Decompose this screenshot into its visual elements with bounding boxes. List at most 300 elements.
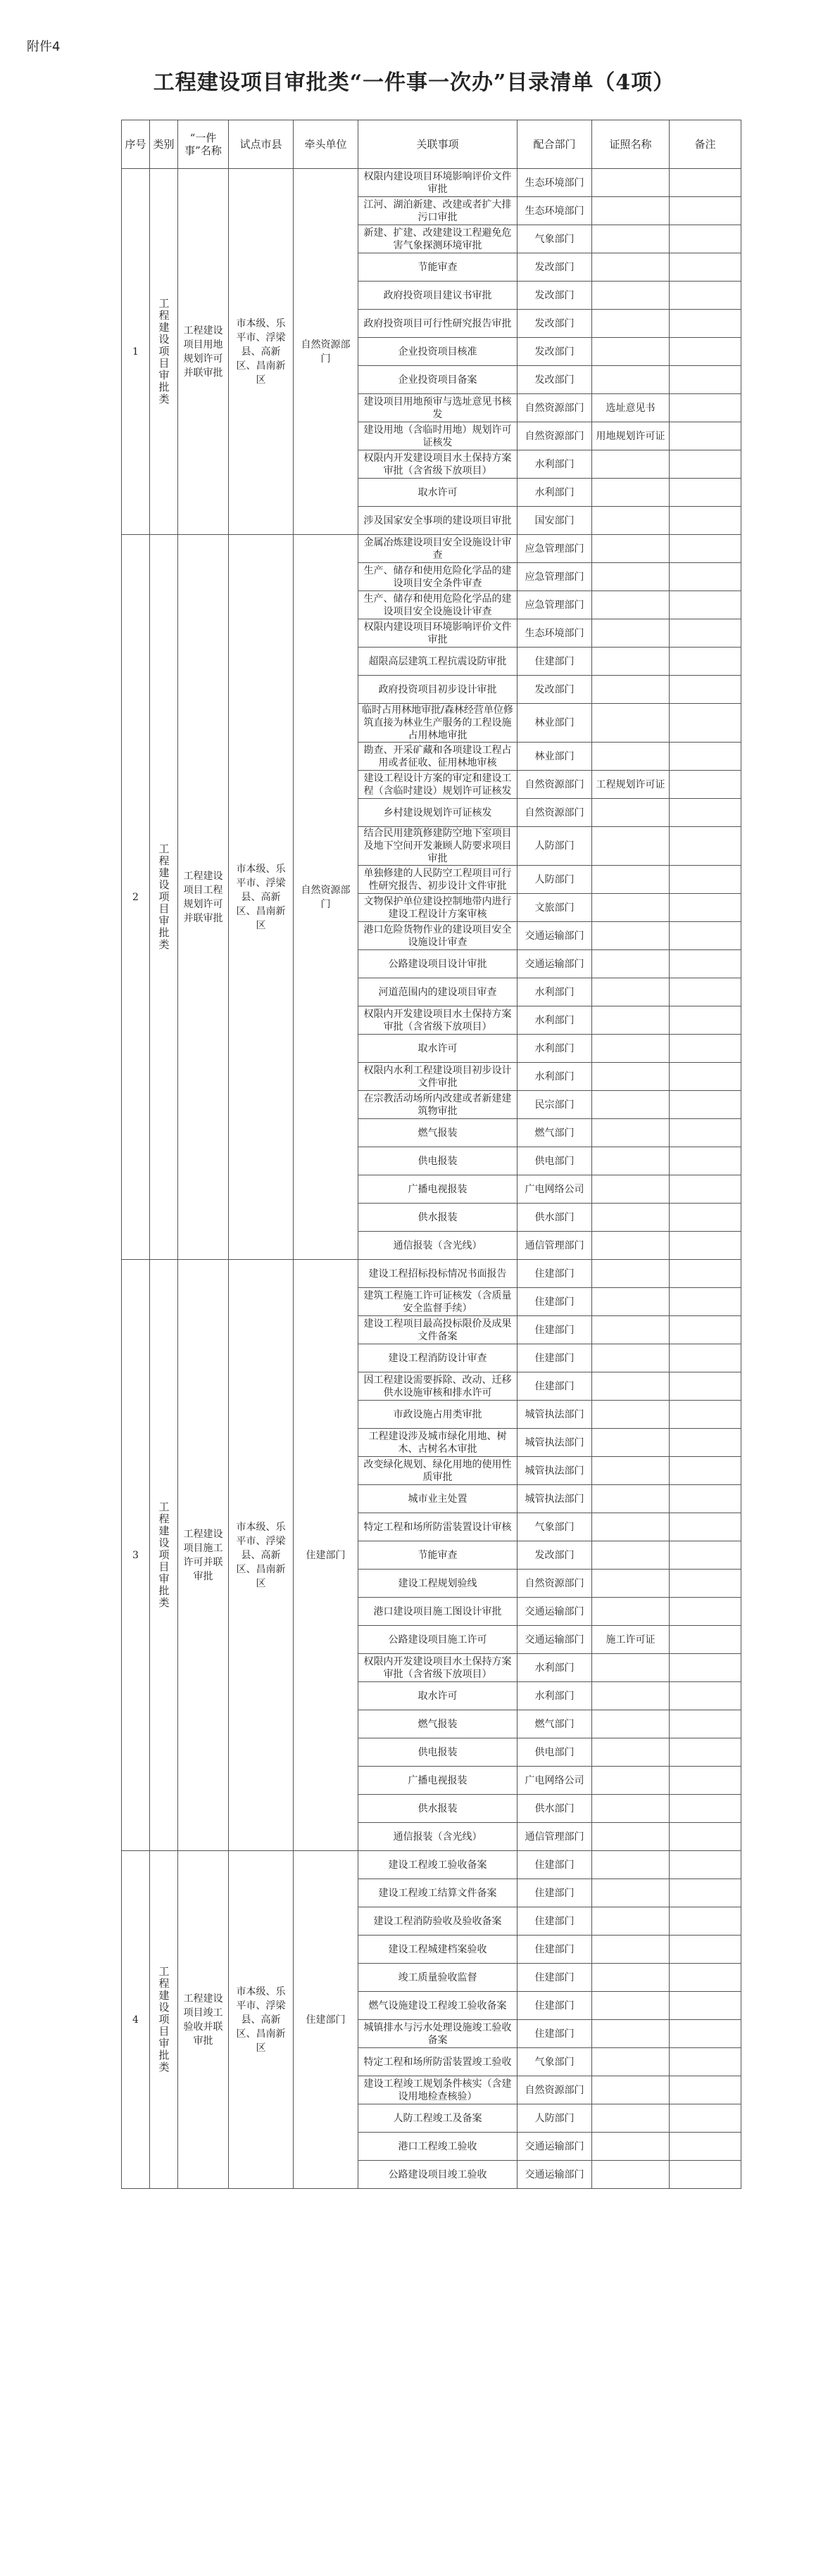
cooperating-dept: 交通运输部门 [518, 1598, 592, 1626]
certificate-name [592, 282, 670, 310]
related-item: 建设工程招标投标情况书面报告 [358, 1260, 518, 1288]
group-category-text: 工程建设项目审批类 [157, 843, 170, 951]
remark [670, 1147, 741, 1175]
group-event-name-text: 工程建设项目施工许可并联审批 [183, 1528, 223, 1582]
remark [670, 827, 741, 866]
certificate-name [592, 743, 670, 771]
related-item: 金属冶炼建设项目安全设施设计审查 [358, 535, 518, 563]
remark [670, 1795, 741, 1823]
catalog-table [121, 120, 741, 2189]
certificate-name [592, 2020, 670, 2048]
certificate-name [592, 563, 670, 591]
certificate-name [592, 1316, 670, 1344]
remark [670, 169, 741, 197]
cooperating-dept: 应急管理部门 [518, 563, 592, 591]
related-item: 企业投资项目备案 [358, 366, 518, 394]
certificate-name [592, 1119, 670, 1147]
remark [670, 922, 741, 950]
remark [670, 866, 741, 894]
remark [670, 1204, 741, 1232]
cooperating-dept: 自然资源部门 [518, 422, 592, 450]
remark [670, 591, 741, 619]
remark [670, 1541, 741, 1570]
table-row [122, 1851, 741, 1879]
related-item: 港口危险货物作业的建设项目安全设施设计审查 [358, 922, 518, 950]
certificate-name [592, 253, 670, 282]
certificate-name [592, 1485, 670, 1513]
remark [670, 282, 741, 310]
related-item: 建设工程规划验线 [358, 1570, 518, 1598]
group-cities [229, 1851, 294, 2189]
certificate-name [592, 197, 670, 225]
related-item: 特定工程和场所防雷装置竣工验收 [358, 2048, 518, 2076]
certificate-name [592, 1682, 670, 1710]
related-item: 公路建设项目竣工验收 [358, 2161, 518, 2189]
cooperating-dept: 自然资源部门 [518, 394, 592, 422]
remark [670, 1457, 741, 1485]
related-item: 建设工程设计方案的审定和建设工程（含临时建设）规划许可证核发 [358, 771, 518, 799]
related-item: 建设工程竣工结算文件备案 [358, 1879, 518, 1907]
related-item: 取水许可 [358, 479, 518, 507]
cooperating-dept: 广电网络公司 [518, 1175, 592, 1204]
cooperating-dept: 燃气部门 [518, 1119, 592, 1147]
cooperating-dept: 气象部门 [518, 225, 592, 253]
certificate-name: 工程规划许可证 [592, 771, 670, 799]
certificate-name [592, 338, 670, 366]
remark [670, 1823, 741, 1851]
group-no: 3 [122, 1260, 150, 1851]
related-item: 权限内开发建设项目水土保持方案审批（含省级下放项目） [358, 1006, 518, 1035]
header-no: 序号 [122, 120, 150, 169]
remark [670, 1936, 741, 1964]
remark [670, 450, 741, 479]
certificate-name [592, 1232, 670, 1260]
remark [670, 1035, 741, 1063]
certificate-name [592, 169, 670, 197]
group-lead [294, 535, 358, 1260]
group-category-text: 工程建设项目审批类 [157, 1501, 170, 1609]
cooperating-dept: 交通运输部门 [518, 2161, 592, 2189]
certificate-name [592, 535, 670, 563]
cooperating-dept: 城管执法部门 [518, 1457, 592, 1485]
cooperating-dept: 住建部门 [518, 1851, 592, 1879]
certificate-name [592, 866, 670, 894]
related-item: 竣工质量验收监督 [358, 1964, 518, 1992]
related-item: 建设工程消防设计审查 [358, 1344, 518, 1372]
certificate-name [592, 1710, 670, 1738]
related-item: 港口建设项目施工图设计审批 [358, 1598, 518, 1626]
related-item: 勘查、开采矿藏和各项建设工程占用或者征收、征用林地审核 [358, 743, 518, 771]
remark [670, 771, 741, 799]
cooperating-dept: 住建部门 [518, 1879, 592, 1907]
cooperating-dept: 住建部门 [518, 1316, 592, 1344]
related-item: 权限内建设项目环境影响评价文件审批 [358, 619, 518, 648]
related-item: 市政设施占用类审批 [358, 1401, 518, 1429]
certificate-name [592, 1513, 670, 1541]
related-item: 企业投资项目核准 [358, 338, 518, 366]
certificate-name [592, 704, 670, 743]
cooperating-dept: 通信管理部门 [518, 1823, 592, 1851]
related-item: 权限内开发建设项目水土保持方案审批（含省级下放项目） [358, 450, 518, 479]
remark [670, 978, 741, 1006]
group-lead-text: 住建部门 [306, 2014, 346, 2026]
related-item: 建设用地（含临时用地）规划许可证核发 [358, 422, 518, 450]
cooperating-dept: 气象部门 [518, 2048, 592, 2076]
related-item: 政府投资项目初步设计审批 [358, 676, 518, 704]
cooperating-dept: 住建部门 [518, 1936, 592, 1964]
cooperating-dept: 广电网络公司 [518, 1767, 592, 1795]
remark [670, 2076, 741, 2104]
cooperating-dept: 生态环境部门 [518, 169, 592, 197]
certificate-name [592, 1964, 670, 1992]
certificate-name [592, 827, 670, 866]
header-row [122, 120, 741, 169]
header-lead: 牵头单位 [294, 120, 358, 169]
group-lead [294, 169, 358, 535]
certificate-name [592, 1006, 670, 1035]
certificate-name [592, 1035, 670, 1063]
remark [670, 2161, 741, 2189]
group-lead [294, 1260, 358, 1851]
certificate-name [592, 799, 670, 827]
cooperating-dept: 住建部门 [518, 1964, 592, 1992]
certificate-name [592, 676, 670, 704]
cooperating-dept: 发改部门 [518, 366, 592, 394]
cooperating-dept: 生态环境部门 [518, 197, 592, 225]
certificate-name [592, 479, 670, 507]
related-item: 取水许可 [358, 1682, 518, 1710]
cooperating-dept: 交通运输部门 [518, 1626, 592, 1654]
cooperating-dept: 交通运输部门 [518, 2133, 592, 2161]
related-item: 建设工程消防验收及验收备案 [358, 1907, 518, 1936]
related-item: 通信报装（含光线） [358, 1232, 518, 1260]
remark [670, 1091, 741, 1119]
catalog-body [122, 169, 741, 2189]
page-title: 工程建设项目审批类“一件事一次办”目录清单（4项） [153, 70, 675, 95]
certificate-name [592, 1288, 670, 1316]
related-item: 通信报装（含光线） [358, 1823, 518, 1851]
remark [670, 648, 741, 676]
cooperating-dept: 通信管理部门 [518, 1232, 592, 1260]
related-item: 节能审查 [358, 253, 518, 282]
remark [670, 1485, 741, 1513]
remark [670, 1175, 741, 1204]
certificate-name [592, 1372, 670, 1401]
group-event-name [178, 535, 229, 1260]
certificate-name [592, 1598, 670, 1626]
related-item: 供电报装 [358, 1147, 518, 1175]
cooperating-dept: 人防部门 [518, 2104, 592, 2133]
cooperating-dept: 住建部门 [518, 648, 592, 676]
related-item: 建设工程项目最高投标限价及成果文件备案 [358, 1316, 518, 1344]
cooperating-dept: 住建部门 [518, 1372, 592, 1401]
group-cities-text: 市本级、乐平市、浮梁县、高新区、昌南新区 [236, 1521, 286, 1589]
remark [670, 1513, 741, 1541]
header-cities: 试点市县 [229, 120, 294, 169]
remark [670, 1682, 741, 1710]
related-item: 生产、储存和使用危险化学品的建设项目安全设施设计审查 [358, 591, 518, 619]
remark [670, 619, 741, 648]
certificate-name [592, 894, 670, 922]
group-no: 1 [122, 169, 150, 535]
remark [670, 394, 741, 422]
related-item: 建设工程竣工规划条件核实（含建设用地检查核验） [358, 2076, 518, 2104]
related-item: 工程建设涉及城市绿化用地、树木、古树名木审批 [358, 1429, 518, 1457]
cooperating-dept: 发改部门 [518, 253, 592, 282]
related-item: 权限内水利工程建设项目初步设计文件审批 [358, 1063, 518, 1091]
certificate-name [592, 507, 670, 535]
cooperating-dept: 人防部门 [518, 866, 592, 894]
related-item: 供电报装 [358, 1738, 518, 1767]
group-no: 2 [122, 535, 150, 1260]
cooperating-dept: 水利部门 [518, 1654, 592, 1682]
related-item: 供水报装 [358, 1204, 518, 1232]
certificate-name [592, 1879, 670, 1907]
certificate-name [592, 2161, 670, 2189]
cooperating-dept: 住建部门 [518, 1260, 592, 1288]
table-row [122, 535, 741, 563]
cooperating-dept: 城管执法部门 [518, 1429, 592, 1457]
certificate-name [592, 1401, 670, 1429]
table-row [122, 1260, 741, 1288]
cooperating-dept: 供电部门 [518, 1738, 592, 1767]
cooperating-dept: 气象部门 [518, 1513, 592, 1541]
related-item: 临时占用林地审批/森林经营单位修筑直接为林业生产服务的工程设施占用林地审批 [358, 704, 518, 743]
certificate-name [592, 1823, 670, 1851]
remark [670, 1006, 741, 1035]
related-item: 改变绿化规划、绿化用地的使用性质审批 [358, 1457, 518, 1485]
cooperating-dept: 自然资源部门 [518, 2076, 592, 2104]
remark [670, 1907, 741, 1936]
remark [670, 563, 741, 591]
certificate-name [592, 310, 670, 338]
remark [670, 676, 741, 704]
remark [670, 2020, 741, 2048]
certificate-name [592, 1204, 670, 1232]
cooperating-dept: 供水部门 [518, 1204, 592, 1232]
related-item: 单独修建的人民防空工程项目可行性研究报告、初步设计文件审批 [358, 866, 518, 894]
related-item: 特定工程和场所防雷装置设计审核 [358, 1513, 518, 1541]
cooperating-dept: 交通运输部门 [518, 922, 592, 950]
related-item: 广播电视报装 [358, 1175, 518, 1204]
cooperating-dept: 自然资源部门 [518, 799, 592, 827]
certificate-name: 选址意见书 [592, 394, 670, 422]
related-item: 节能审查 [358, 1541, 518, 1570]
header-category: 类别 [150, 120, 178, 169]
cooperating-dept: 水利部门 [518, 1063, 592, 1091]
remark [670, 2133, 741, 2161]
cooperating-dept: 水利部门 [518, 1035, 592, 1063]
remark [670, 535, 741, 563]
remark [670, 479, 741, 507]
remark [670, 743, 741, 771]
certificate-name [592, 1570, 670, 1598]
remark [670, 1851, 741, 1879]
cooperating-dept: 发改部门 [518, 338, 592, 366]
certificate-name [592, 619, 670, 648]
cooperating-dept: 城管执法部门 [518, 1485, 592, 1513]
group-cities [229, 1260, 294, 1851]
certificate-name [592, 950, 670, 978]
group-event-name [178, 1851, 229, 2189]
cooperating-dept: 民宗部门 [518, 1091, 592, 1119]
remark [670, 950, 741, 978]
header-remark: 备注 [670, 120, 741, 169]
remark [670, 507, 741, 535]
certificate-name [592, 648, 670, 676]
related-item: 港口工程竣工验收 [358, 2133, 518, 2161]
related-item: 建设工程城建档案验收 [358, 1936, 518, 1964]
remark [670, 310, 741, 338]
related-item: 燃气报装 [358, 1710, 518, 1738]
remark [670, 1063, 741, 1091]
cooperating-dept: 应急管理部门 [518, 591, 592, 619]
related-item: 人防工程竣工及备案 [358, 2104, 518, 2133]
cooperating-dept: 发改部门 [518, 1541, 592, 1570]
certificate-name [592, 1541, 670, 1570]
certificate-name [592, 1260, 670, 1288]
related-item: 建设工程竣工验收备案 [358, 1851, 518, 1879]
cooperating-dept: 文旅部门 [518, 894, 592, 922]
related-item: 政府投资项目建议书审批 [358, 282, 518, 310]
related-item: 权限内开发建设项目水土保持方案审批（含省级下放项目） [358, 1654, 518, 1682]
certificate-name [592, 2133, 670, 2161]
related-item: 城市业主处置 [358, 1485, 518, 1513]
remark [670, 1344, 741, 1372]
related-item: 取水许可 [358, 1035, 518, 1063]
remark [670, 366, 741, 394]
header-dept: 配合部门 [518, 120, 592, 169]
cooperating-dept: 住建部门 [518, 2020, 592, 2048]
cooperating-dept: 水利部门 [518, 479, 592, 507]
cooperating-dept: 应急管理部门 [518, 535, 592, 563]
certificate-name [592, 1907, 670, 1936]
group-category-text: 工程建设项目审批类 [157, 1966, 170, 2073]
group-lead-text: 住建部门 [306, 1549, 346, 1561]
group-category [150, 535, 178, 1260]
related-item: 公路建设项目施工许可 [358, 1626, 518, 1654]
table-row [122, 169, 741, 197]
cooperating-dept: 供水部门 [518, 1795, 592, 1823]
related-item: 生产、储存和使用危险化学品的建设项目安全条件审查 [358, 563, 518, 591]
certificate-name [592, 1738, 670, 1767]
cooperating-dept: 林业部门 [518, 743, 592, 771]
certificate-name [592, 1654, 670, 1682]
remark [670, 1316, 741, 1344]
certificate-name [592, 450, 670, 479]
certificate-name [592, 1992, 670, 2020]
related-item: 公路建设项目设计审批 [358, 950, 518, 978]
certificate-name [592, 1429, 670, 1457]
remark [670, 1992, 741, 2020]
remark [670, 1260, 741, 1288]
remark [670, 1119, 741, 1147]
certificate-name [592, 1147, 670, 1175]
group-category [150, 169, 178, 535]
remark [670, 1288, 741, 1316]
certificate-name [592, 1795, 670, 1823]
remark [670, 1401, 741, 1429]
group-event-name [178, 169, 229, 535]
related-item: 江河、湖泊新建、改建或者扩大排污口审批 [358, 197, 518, 225]
remark [670, 253, 741, 282]
remark [670, 2048, 741, 2076]
remark [670, 1738, 741, 1767]
remark [670, 1372, 741, 1401]
certificate-name [592, 1851, 670, 1879]
cooperating-dept: 林业部门 [518, 704, 592, 743]
related-item: 涉及国家安全事项的建设项目审批 [358, 507, 518, 535]
group-cities [229, 535, 294, 1260]
remark [670, 1767, 741, 1795]
certificate-name: 用地规划许可证 [592, 422, 670, 450]
cooperating-dept: 住建部门 [518, 1344, 592, 1372]
group-category [150, 1851, 178, 2189]
remark [670, 1429, 741, 1457]
group-event-name [178, 1260, 229, 1851]
group-no: 4 [122, 1851, 150, 2189]
cooperating-dept: 交通运输部门 [518, 950, 592, 978]
certificate-name [592, 1767, 670, 1795]
cooperating-dept: 自然资源部门 [518, 1570, 592, 1598]
cooperating-dept: 生态环境部门 [518, 619, 592, 648]
related-item: 城镇排水与污水处理设施竣工验收备案 [358, 2020, 518, 2048]
header-event-name: “一件事”名称 [178, 120, 229, 169]
related-item: 建筑工程施工许可证核发（含质量安全监督手续） [358, 1288, 518, 1316]
related-item: 乡村建设规划许可证核发 [358, 799, 518, 827]
group-category [150, 1260, 178, 1851]
remark [670, 225, 741, 253]
group-event-name-text: 工程建设项目用地规划许可并联审批 [183, 324, 223, 379]
cooperating-dept: 水利部门 [518, 450, 592, 479]
remark [670, 1232, 741, 1260]
group-cities [229, 169, 294, 535]
group-cities-text: 市本级、乐平市、浮梁县、高新区、昌南新区 [236, 317, 286, 386]
group-cities-text: 市本级、乐平市、浮梁县、高新区、昌南新区 [236, 1985, 286, 2054]
related-item: 超限高层建筑工程抗震设防审批 [358, 648, 518, 676]
related-item: 结合民用建筑修建防空地下室项目及地下空间开发兼顾人防要求项目审批 [358, 827, 518, 866]
remark [670, 338, 741, 366]
cooperating-dept: 发改部门 [518, 676, 592, 704]
cooperating-dept: 水利部门 [518, 1006, 592, 1035]
remark [670, 1879, 741, 1907]
cooperating-dept: 住建部门 [518, 1992, 592, 2020]
certificate-name [592, 2048, 670, 2076]
remark [670, 2104, 741, 2133]
cooperating-dept: 城管执法部门 [518, 1401, 592, 1429]
certificate-name: 施工许可证 [592, 1626, 670, 1654]
cooperating-dept: 住建部门 [518, 1907, 592, 1936]
remark [670, 1654, 741, 1682]
remark [670, 1598, 741, 1626]
group-lead-text: 自然资源部门 [301, 339, 351, 365]
cooperating-dept: 水利部门 [518, 978, 592, 1006]
group-cities-text: 市本级、乐平市、浮梁县、高新区、昌南新区 [236, 863, 286, 931]
certificate-name [592, 1457, 670, 1485]
group-category-text: 工程建设项目审批类 [157, 298, 170, 405]
certificate-name [592, 1344, 670, 1372]
related-item: 政府投资项目可行性研究报告审批 [358, 310, 518, 338]
remark [670, 1626, 741, 1654]
related-item: 因工程建设需要拆除、改动、迁移供水设施审核和排水许可 [358, 1372, 518, 1401]
certificate-name [592, 1936, 670, 1964]
group-lead [294, 1851, 358, 2189]
group-event-name-text: 工程建设项目工程规划许可并联审批 [183, 870, 223, 924]
related-item: 燃气设施建设工程竣工验收备案 [358, 1992, 518, 2020]
cooperating-dept: 发改部门 [518, 282, 592, 310]
remark [670, 894, 741, 922]
related-item: 燃气报装 [358, 1119, 518, 1147]
